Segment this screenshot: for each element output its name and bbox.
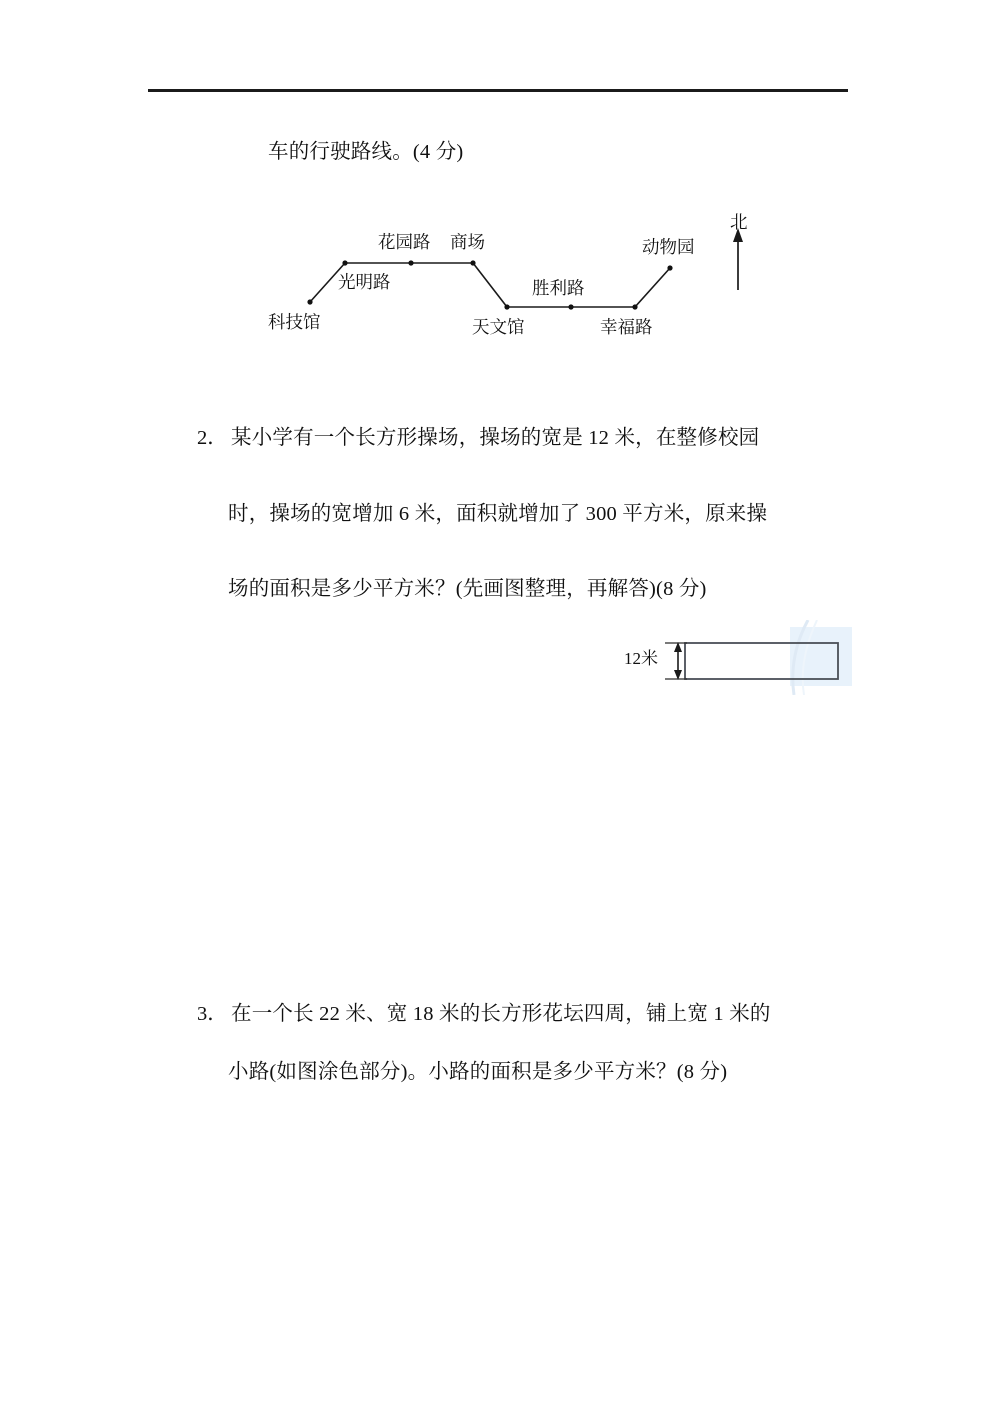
question-3-line-2: 小路(如图涂色部分)。小路的面积是多少平方米？(8 分): [228, 1061, 728, 1083]
answer-space: [148, 1100, 848, 1400]
route-edge: [473, 263, 507, 307]
question-2-line-3: 场的面积是多少平方米？(先画图整理，再解答)(8 分): [228, 578, 707, 600]
route-label-huayuan: 花园路: [378, 232, 431, 252]
question-3-number: 3．: [197, 1003, 228, 1025]
route-node-dot: [568, 304, 573, 309]
header-divider: [148, 89, 848, 92]
route-node-dot: [667, 265, 672, 270]
question-2-width-label: 12米: [624, 649, 658, 668]
question-2-figure: [620, 618, 880, 698]
question-2-line-2: 时，操场的宽增加 6 米，面积就增加了 300 平方米，原来操: [228, 503, 768, 525]
route-label-tianwenguan: 天文馆: [472, 317, 525, 337]
route-edge: [635, 268, 670, 307]
question-2-number: 2．: [197, 427, 228, 449]
route-label-shangchang: 商场: [450, 232, 485, 252]
route-diagram: [250, 190, 790, 345]
route-label-guangming: 光明路: [338, 272, 391, 292]
route-label-shengli: 胜利路: [532, 278, 585, 298]
route-label-kejiguan: 科技馆: [268, 312, 321, 332]
route-node-dot: [342, 260, 347, 265]
continuation-text: 车的行驶路线。(4 分): [268, 141, 464, 163]
question-2-line-1: 某小学有一个长方形操场，操场的宽是 12 米，在整修校园: [231, 427, 760, 449]
route-node-dot: [408, 260, 413, 265]
route-node-dot: [504, 304, 509, 309]
question-3-line-1: 在一个长 22 米、宽 18 米的长方形花坛四周，铺上宽 1 米的: [231, 1003, 771, 1025]
route-label-xingfu: 幸福路: [600, 317, 653, 337]
route-node-dot: [632, 304, 637, 309]
compass-north-label: 北: [730, 212, 748, 232]
playground-rectangle: [685, 643, 838, 679]
route-label-dongwuyuan: 动物园: [642, 237, 695, 257]
question-2-figure-svg: [620, 618, 880, 698]
route-node-dot: [307, 299, 312, 304]
route-node-dot: [470, 260, 475, 265]
